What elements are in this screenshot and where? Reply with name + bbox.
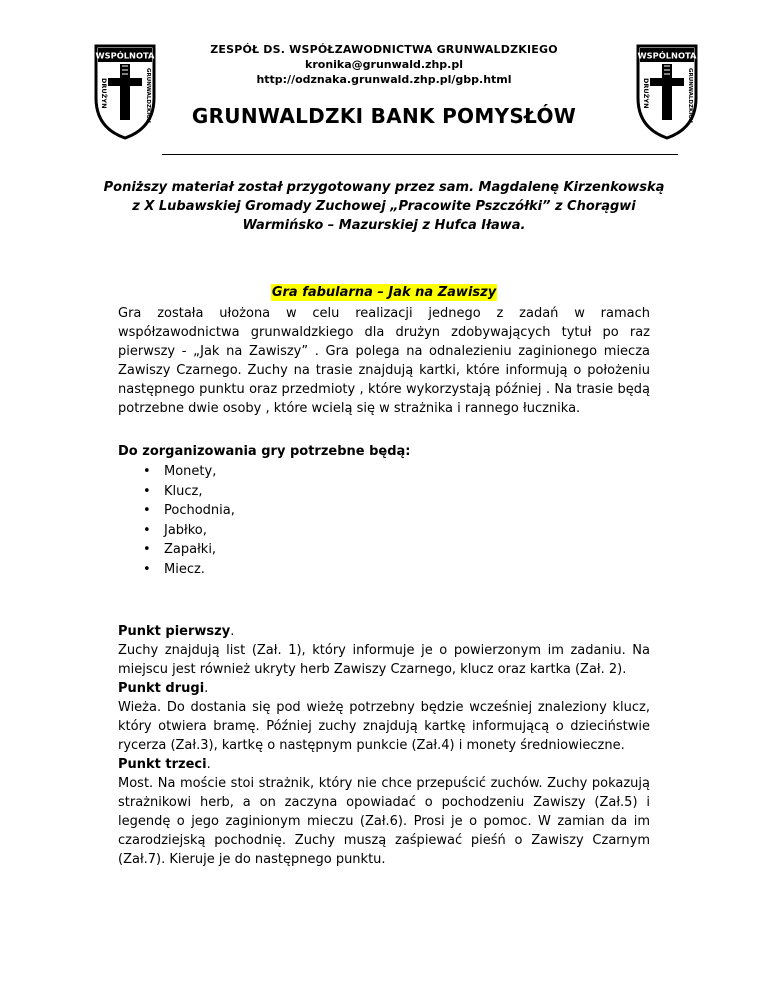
point-text: Most. Na moście stoi strażnik, który nie chce przepuścić zuchów. Zuchy pokazują strażnikowi herb, a on zaczyna opowiadać o pochodzeniu Zawiszy (Zał.5) i legendę o jego zaginionym mieczu (Zał.6). Prosi je o pomoc. W zamian da im czarodziejską pochodnię. Zuchy muszą zaśpiewać pieśń o Zawiszy Czarnym (Zał.7). Kieruje je do następnego punktu. bbox=[118, 776, 650, 867]
list-item: • Jabłko, bbox=[143, 522, 207, 538]
points-section bbox=[118, 622, 650, 869]
logo-top-text: WSPÓLNOTA bbox=[95, 50, 155, 61]
list-item: • Pochodnia, bbox=[143, 503, 235, 518]
org-url: http://odznaka.grunwald.zhp.pl/gbp.html bbox=[256, 73, 512, 86]
logo-right-text: GRUNWALDZKICH bbox=[145, 68, 151, 123]
logo-left-text: DRUŻYN bbox=[642, 78, 650, 109]
intro-line: Poniższy materiał został przygotowany przez sam. Magdalenę Kirzenkowską bbox=[103, 180, 665, 195]
org-email: kronika@grunwald.zhp.pl bbox=[305, 58, 463, 71]
list-item: • Miecz. bbox=[143, 561, 205, 577]
point-heading: Punkt trzeci. bbox=[118, 757, 211, 772]
point-text: Wieża. Do dostania się pod wieżę potrzebny będzie wcześniej znaleziony klucz, który otwiera bramę. Później zuchy znajdują kartkę informującą o dzieciństwie rycerza (Zał.3), kartkę o następnym punkcie (Zał.4) i monety średniowieczne. bbox=[118, 700, 650, 753]
list-item: • Zapałki, bbox=[143, 542, 217, 557]
requirements-title: Do zorganizowania gry potrzebne będą: bbox=[118, 444, 411, 459]
game-description: Gra została ułożona w celu realizacji jednego z zadań w ramach współzawodnictwa grunwaldzkiego dla drużyn zdobywających tytuł po raz pierwszy - „Jak na Zawiszy” . Gra polega na odnalezieniu zaginionego miecza Zawiszy Czarnego. Zuchy na trasie znajdują kartki, które informują o położeniu następnego punktu oraz przedmioty , które wykorzystają później . Na trasie będą potrzebne dwie osoby , które wcielą się w strażnika i rannego łucznika. bbox=[118, 306, 650, 416]
logo-top-text: WSPÓLNOTA bbox=[637, 50, 697, 61]
point-heading: Punkt drugi. bbox=[118, 681, 209, 696]
logo-left-text: DRUŻYN bbox=[100, 78, 108, 109]
org-name: ZESPÓŁ DS. WSPÓŁZAWODNICTWA GRUNWALDZKIEGO bbox=[210, 43, 558, 56]
page-title: GRUNWALDZKI BANK POMYSŁÓW bbox=[191, 104, 577, 128]
header bbox=[0, 42, 768, 87]
intro-credits bbox=[0, 178, 768, 235]
list-item: • Klucz, bbox=[143, 483, 203, 499]
header-divider bbox=[162, 154, 678, 155]
game-title-wrap bbox=[0, 281, 768, 301]
list-item: • Monety, bbox=[143, 464, 217, 479]
requirements-list bbox=[118, 462, 235, 579]
logo-bottom-text: GRUNWALDZKICH bbox=[687, 68, 693, 123]
game-title: Gra fabularna – Jak na Zawiszy bbox=[271, 285, 497, 300]
point-text: Zuchy znajdują list (Zał. 1), który informuje je o powierzonym im zadaniu. Na miejscu jest również ukryty herb Zawiszy Czarnego, klucz oraz kartka (Zał. 2). bbox=[118, 643, 650, 677]
point-heading: Punkt pierwszy. bbox=[118, 624, 235, 639]
intro-line: z X Lubawskiej Gromady Zuchowej „Pracowite Pszczółki” z Chorągwi bbox=[132, 199, 636, 214]
intro-line: Warmińsko – Mazurskiej z Hufca Iława. bbox=[242, 218, 526, 233]
